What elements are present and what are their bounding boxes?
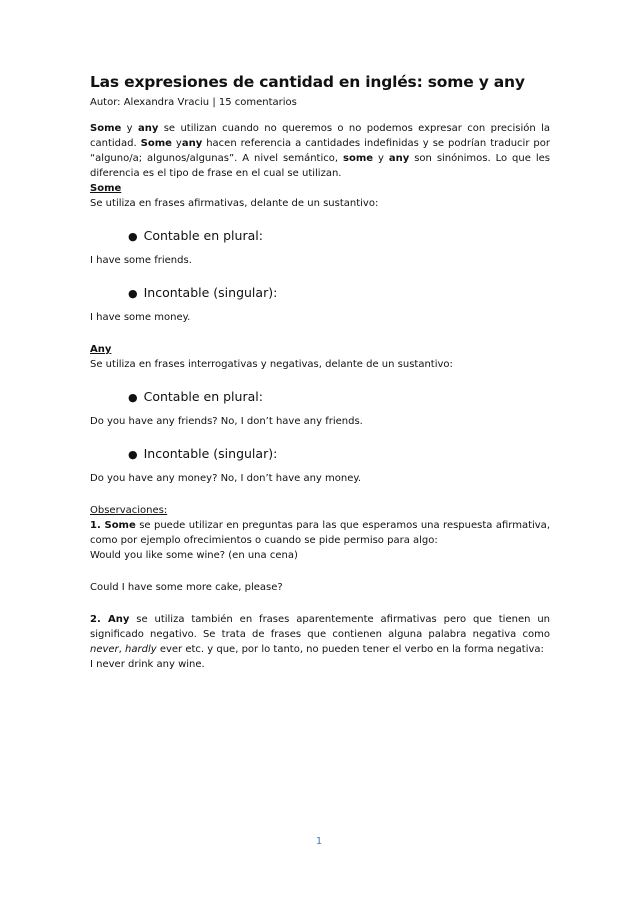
term-hardly: hardly: [125, 644, 157, 655]
intro-text: hacen referencia a cantidades indefinidas y se podrían traducir por “alguno/a; algunos/algunas”. A nivel semántico,: [90, 138, 550, 164]
intro-text: y: [373, 153, 389, 164]
intro-term-some: Some: [140, 138, 172, 149]
term-never: never: [90, 644, 119, 655]
bullet-dot-icon: ●: [128, 391, 138, 404]
intro-term-some: some: [343, 153, 374, 164]
bullet-dot-icon: ●: [128, 448, 138, 461]
observation-2-number: 2. Any: [90, 614, 130, 625]
some-bullet-countable: [128, 228, 550, 245]
author-line: Autor: Alexandra Vraciu | 15 comentarios: [90, 97, 297, 108]
page-number: 1: [315, 836, 323, 847]
observation-2-text: se utiliza también en frases aparentemente afirmativas pero que tienen un significado negativo. Se trata de frases que contienen alguna palabra negativa como: [90, 614, 551, 640]
bullet-label: Contable en plural:: [143, 389, 263, 404]
observation-1-number: 1. Some: [90, 520, 136, 531]
observation-2-example: I never drink any wine.: [90, 659, 205, 670]
any-example-countable: Do you have any friends? No, I don’t have any friends.: [90, 416, 363, 427]
any-bullet-countable: [128, 389, 550, 406]
some-example-countable: I have some friends.: [90, 255, 192, 266]
some-description: Se utiliza en frases afirmativas, delante de un sustantivo:: [90, 198, 379, 209]
any-example-uncountable: Do you have any money? No, I don’t have any money.: [90, 473, 362, 484]
intro-term-any: any: [137, 123, 159, 134]
intro-text: y: [171, 138, 182, 149]
any-description: Se utiliza en frases interrogativas y negativas, delante de un sustantivo:: [90, 359, 453, 370]
intro-text: y: [121, 123, 138, 134]
document-page: [90, 72, 550, 672]
observation-1-text: se puede utilizar en preguntas para las que esperamos una respuesta afirmativa, como por ejemplo ofrecimientos o cuando se pide permiso para algo:: [90, 520, 550, 546]
intro-text: son sinónimos. Lo que les diferencia es el tipo de frase en el cual se utilizan.: [90, 153, 550, 179]
some-example-uncountable: I have some money.: [90, 312, 191, 323]
observation-2-text: ,: [118, 644, 126, 655]
some-heading: Some: [90, 183, 122, 194]
bullet-label: Incontable (singular):: [143, 285, 278, 300]
observation-2: [90, 612, 550, 657]
observation-1-example-1: Would you like some wine? (en una cena): [90, 550, 298, 561]
intro-term-any: any: [181, 138, 203, 149]
observation-1-example-2: Could I have some more cake, please?: [90, 582, 283, 593]
bullet-label: Incontable (singular):: [143, 446, 278, 461]
observation-1: [90, 518, 550, 548]
intro-text: se utilizan cuando no queremos o no podemos expresar con precisión la cantidad.: [90, 123, 550, 149]
some-bullet-uncountable: [128, 285, 550, 302]
document-title: Las expresiones de cantidad en inglés: some y any: [90, 73, 525, 91]
intro-term-any: any: [388, 153, 410, 164]
observation-2-text: ever etc. y que, por lo tanto, no pueden tener el verbo en la forma negativa:: [156, 644, 544, 655]
bullet-dot-icon: ●: [128, 230, 138, 243]
any-heading: Any: [90, 344, 112, 355]
bullet-dot-icon: ●: [128, 287, 138, 300]
any-bullet-uncountable: [128, 446, 550, 463]
intro-paragraph: [90, 121, 550, 181]
bullet-label: Contable en plural:: [143, 228, 263, 243]
observations-heading: Observaciones:: [90, 505, 168, 516]
intro-term-some: Some: [90, 123, 122, 134]
